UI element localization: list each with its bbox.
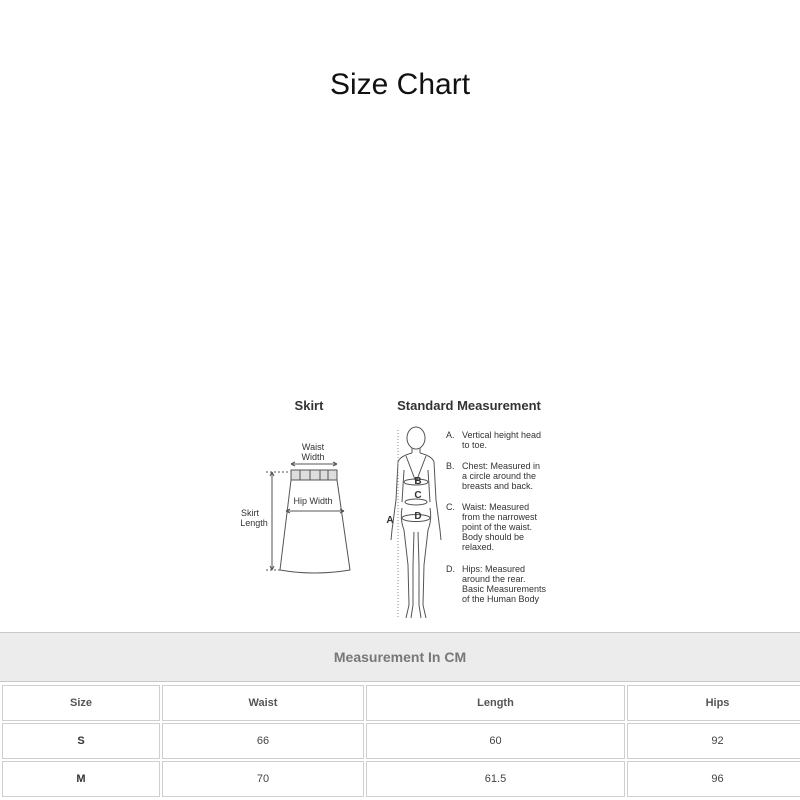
standard-measurement-title: Standard Measurement bbox=[397, 398, 541, 413]
hips-cell: 92 bbox=[627, 723, 800, 759]
size-table-section bbox=[0, 632, 800, 800]
waist-width-label-line2: Width bbox=[301, 452, 325, 462]
note-letter: D. bbox=[446, 564, 455, 574]
marker-d: D bbox=[414, 511, 422, 522]
skirt-title: Skirt bbox=[294, 398, 324, 413]
size-cell: M bbox=[2, 761, 160, 797]
marker-b: B bbox=[414, 476, 422, 487]
note-letter: B. bbox=[446, 461, 455, 471]
page-title: Size Chart bbox=[329, 68, 471, 101]
table-header-row bbox=[2, 685, 800, 721]
note-line: Vertical height head bbox=[462, 430, 542, 440]
size-table bbox=[0, 683, 800, 799]
note-line: from the narrowest bbox=[462, 512, 538, 522]
marker-a: A bbox=[386, 515, 394, 526]
measurement-diagram bbox=[220, 390, 580, 630]
note-line: relaxed. bbox=[462, 542, 495, 552]
note-line: Waist: Measured bbox=[462, 502, 530, 512]
waist-width-label: Waist bbox=[301, 442, 325, 452]
length-cell: 61.5 bbox=[366, 761, 625, 797]
table-caption: Measurement In CM bbox=[0, 632, 800, 682]
note-line: Body should be bbox=[462, 532, 525, 542]
skirt-length-label: Skirt bbox=[241, 508, 259, 518]
table-row bbox=[2, 761, 800, 797]
waist-cell: 70 bbox=[162, 761, 364, 797]
hip-width-label: Hip Width bbox=[293, 496, 333, 506]
note-line: breasts and back. bbox=[462, 481, 534, 491]
note-line: of the Human Body bbox=[462, 594, 540, 604]
waist-cell: 66 bbox=[162, 723, 364, 759]
note-line: a circle around the bbox=[462, 471, 537, 481]
note-line: point of the waist. bbox=[462, 522, 533, 532]
note-letter: A. bbox=[446, 430, 455, 440]
note-line: Hips: Measured bbox=[462, 564, 526, 574]
column-header-waist: Waist bbox=[162, 685, 364, 721]
marker-c: C bbox=[414, 490, 422, 501]
size-cell: S bbox=[2, 723, 160, 759]
note-line: around the rear. bbox=[462, 574, 526, 584]
measurement-diagram-svg bbox=[220, 390, 580, 630]
column-header-hips: Hips bbox=[627, 685, 800, 721]
measurement-notes bbox=[446, 430, 547, 604]
column-header-size: Size bbox=[2, 685, 160, 721]
note-line: Basic Measurements bbox=[462, 584, 547, 594]
note-letter: C. bbox=[446, 502, 455, 512]
hips-cell: 96 bbox=[627, 761, 800, 797]
skirt-length-label-line2: Length bbox=[240, 518, 268, 528]
column-header-length: Length bbox=[366, 685, 625, 721]
length-cell: 60 bbox=[366, 723, 625, 759]
note-line: Chest: Measured in bbox=[462, 461, 541, 471]
human-figure-illustration bbox=[391, 427, 441, 618]
table-row bbox=[2, 723, 800, 759]
skirt-illustration bbox=[266, 462, 350, 573]
note-line: to toe. bbox=[462, 440, 488, 450]
